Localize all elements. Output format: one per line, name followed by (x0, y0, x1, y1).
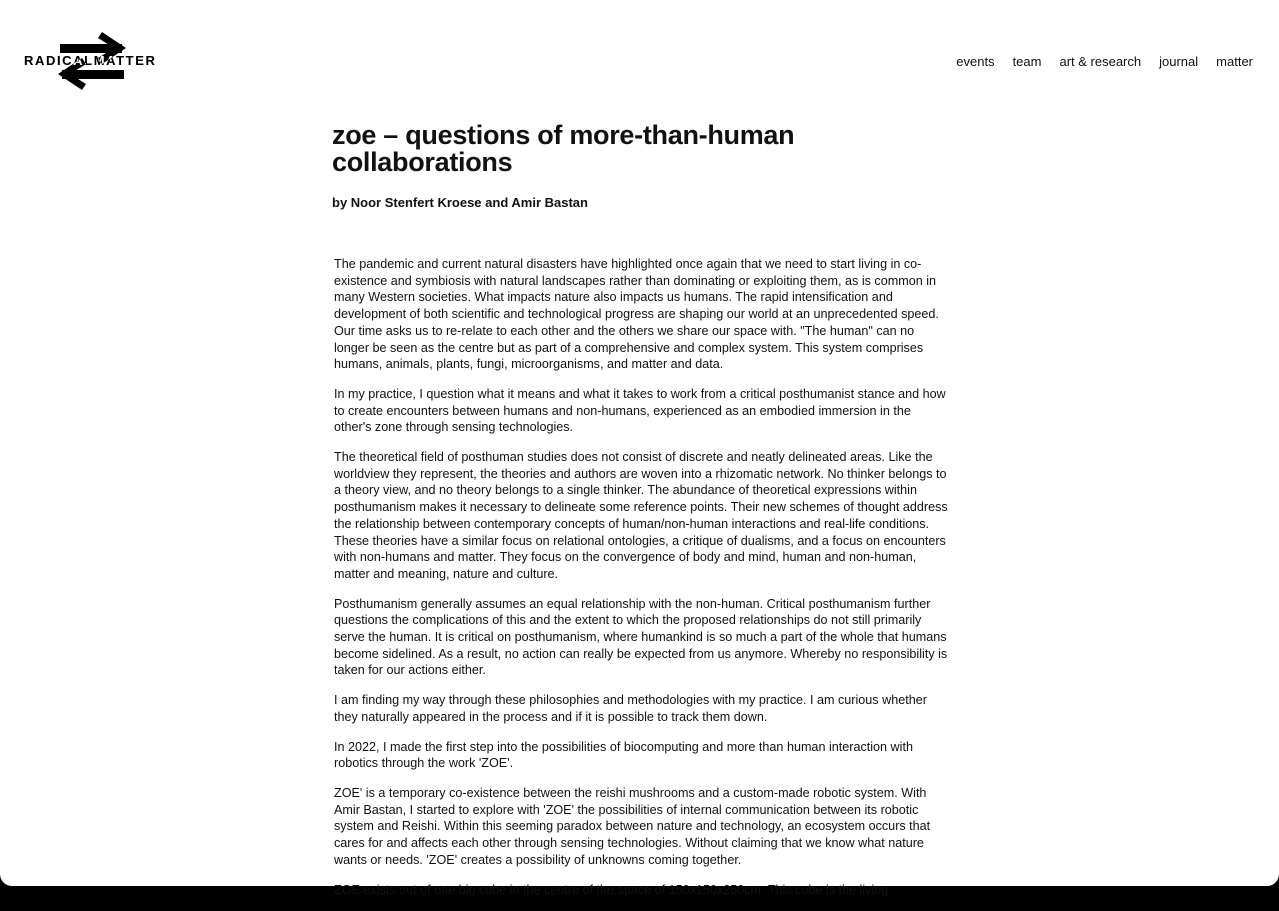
paragraph: The pandemic and current natural disasters have highlighted once again that we need to start living in co-existence and symbiosis with natural landscapes rather than dominating or exploiting them, as is common in many Western societies. What impacts nature also impacts us humans. The rapid intensification and development of both scientific and technological progress are shaping our world at an unprecedented speed. Our time asks us to re-relate to each other and the others we share our space with. "The human" can no longer be seen as the centre but as part of a comprehensive and complex system. This system comprises humans, animals, plants, fungi, microorganisms, and matter and data. (334, 257, 939, 372)
nav-matter[interactable]: matter (1216, 54, 1253, 69)
nav-events[interactable]: events (956, 54, 995, 69)
paragraph: Posthumanism generally assumes an equal relationship with the non-human. Critical posthumanism further questions the complications of this and the extent to which the proposed relationships do not still primarily serve the human. It is critical on posthumanism, where humankind is so much a part of the whole that humans become sidelined. As a result, no action can really be expected from us anymore. Whereby no responsibility is taken for our actions either. (334, 596, 948, 678)
article-byline: by Noor Stenfert Kroese and Amir Bastan (332, 195, 588, 210)
article-title: zoe – questions of more-than-human collaborations (332, 120, 795, 177)
paragraph: The theoretical field of posthuman studies does not consist of discrete and neatly delineated areas. Like the worldview they represent, the theories and authors are woven into a rhizomatic network. No thinker belongs to a theory view, and no theory belongs to a single thinker. The abundance of theoretical expressions within posthumanism makes it necessary to delineate some reference points. Their new schemes of thought address the relationship between contemporary concepts of human/non-human interactions and real-life conditions. These theories have a similar focus on relational ontologies, a critique of dualisms, and a focus on encounters with non-humans and matter. They focus on the convergence of body and mind, human and non-human, matter and meaning, nature and culture. (334, 450, 948, 581)
nav-team[interactable]: team (1012, 54, 1042, 69)
paragraph: ZOE exists out of one big cube in the centre of the space of 150x150x250cm. This cube is the living (334, 882, 889, 897)
article-body (334, 256, 948, 911)
radical-matter-logo[interactable] (24, 32, 164, 92)
nav-art-research[interactable]: art & research (1059, 54, 1142, 69)
nav-journal[interactable]: journal (1159, 54, 1199, 69)
main-nav (956, 54, 1253, 69)
paragraph: In 2022, I made the first step into the possibilities of biocomputing and more than human interaction with robotics through the work 'ZOE'. (334, 739, 913, 771)
paragraph: ZOE' is a temporary co-existence between the reishi mushrooms and a custom-made robotic system. With Amir Bastan, I started to explore with 'ZOE' the possibilities of internal communication between its robotic system and Reishi. Within this seeming paradox between nature and technology, an ecosystem occurs that cares for and affects each other through sensing technologies. Without claiming that we know what nature wants or needs. 'ZOE' creates a possibility of unknowns coming together. (334, 785, 931, 867)
paragraph: In my practice, I question what it means and what it takes to work from a critical posthumanist stance and how to create encounters between humans and non-humans, experienced as an embodied immersion in the other's zone through sensing technologies. (334, 386, 946, 435)
paragraph: I am finding my way through these philosophies and methodologies with my practice. I am curious whether they naturally appeared in the process and if it is possible to track them down. (334, 693, 927, 724)
logo-text: RADICALMATTER (24, 53, 157, 68)
logo-text-wrap (24, 32, 164, 92)
